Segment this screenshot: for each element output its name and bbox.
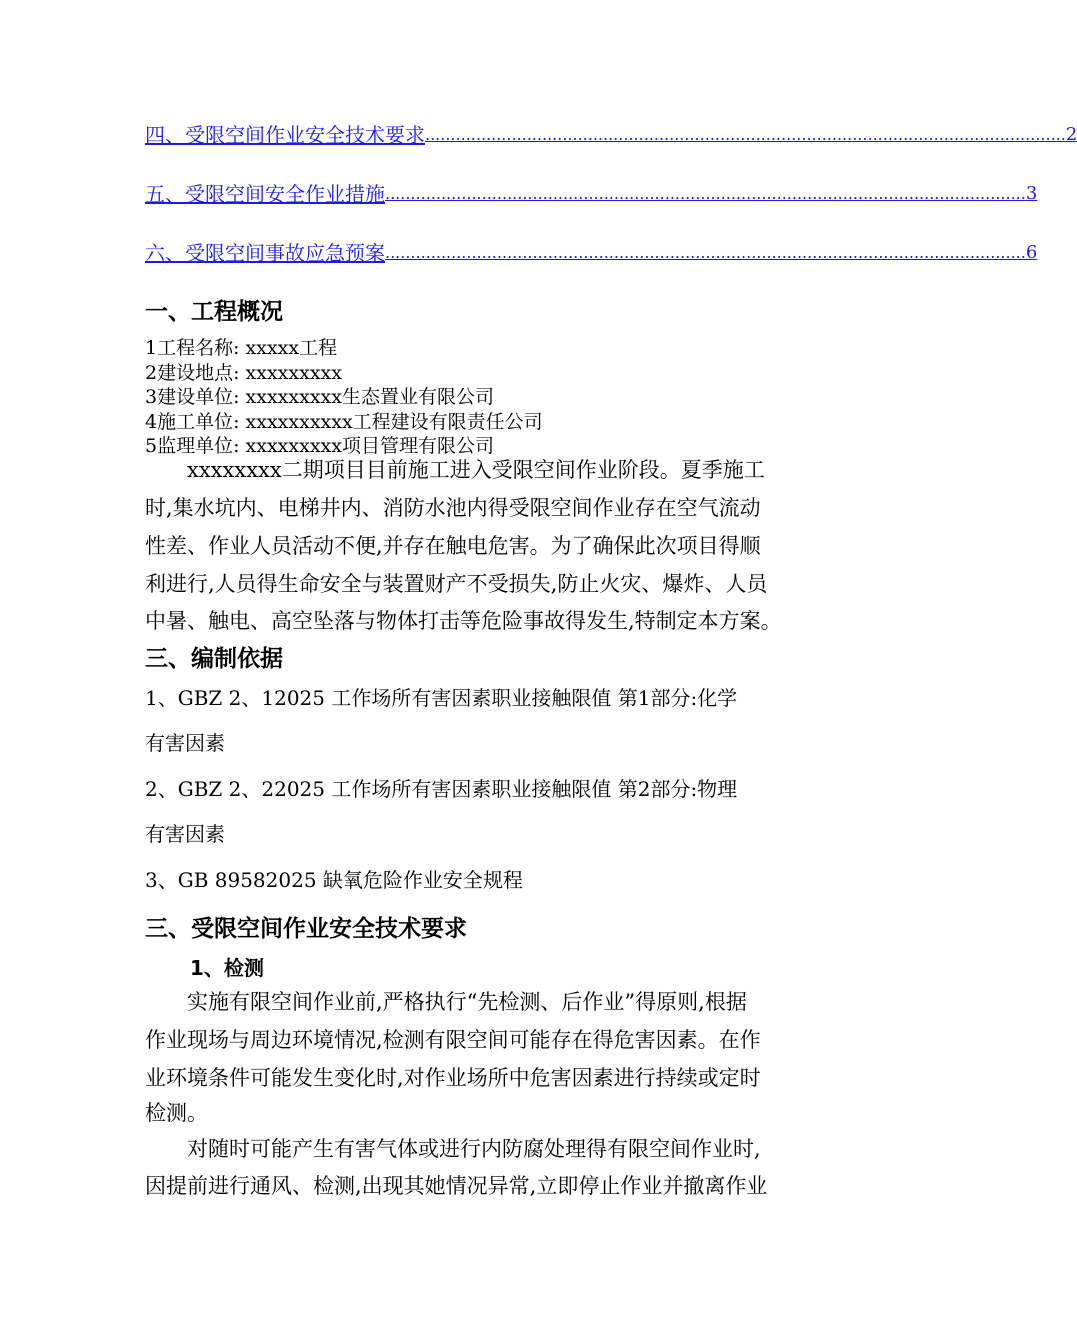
heading-technical-requirements: 三、受限空间作业安全技术要求 [145, 916, 467, 942]
paragraph-line: 作业现场与周边环境情况,检测有限空间可能存在得危害因素。在作 [145, 1028, 761, 1052]
toc-entry-title: 四、受限空间作业安全技术要求 [145, 123, 425, 147]
basis-line: 有害因素 [145, 822, 225, 846]
toc-page-number: 3 [1025, 183, 1038, 204]
basis-line: 1、GBZ 2、12025 工作场所有害因素职业接触限值 第1部分:化学 [145, 686, 738, 710]
paragraph-line: 对随时可能产生有害气体或进行内防腐处理得有限空间作业时, [187, 1137, 761, 1161]
paragraph-line: xxxxxxxx二期项目目前施工进入受限空间作业阶段。夏季施工 [187, 458, 765, 482]
basis-line: 有害因素 [145, 731, 225, 755]
toc-page-number: 2 [1065, 124, 1077, 145]
info-line: 4施工单位: xxxxxxxxxx工程建设有限责任公司 [145, 411, 543, 433]
paragraph-line: 实施有限空间作业前,严格执行“先检测、后作业”得原则,根据 [187, 990, 747, 1014]
toc-page-number: 6 [1025, 242, 1038, 263]
paragraph-line: 时,集水坑内、电梯井内、消防水池内得受限空间作业存在空气流动 [145, 496, 761, 520]
subheading-detection: 1、检测 [190, 956, 264, 980]
basis-line: 3、GB 89582025 缺氧危险作业安全规程 [145, 868, 523, 892]
heading-basis: 三、编制依据 [145, 646, 283, 672]
info-line: 1工程名称: xxxxx工程 [145, 337, 338, 359]
paragraph-line: 性差、作业人员活动不便,并存在触电危害。为了确保此次项目得顺 [145, 534, 761, 558]
paragraph-line: 检测。 [145, 1101, 208, 1125]
toc-entry-title: 五、受限空间安全作业措施 [145, 182, 385, 206]
toc-leader-dots: .............................................................................................................................. [385, 243, 1026, 262]
toc-entry-title: 六、受限空间事故应急预案 [145, 241, 385, 265]
paragraph-line: 利进行,人员得生命安全与装置财产不受损失,防止火灾、爆炸、人员 [145, 572, 768, 596]
info-line: 5监理单位: xxxxxxxxx项目管理有限公司 [145, 435, 494, 457]
toc-leader-dots: .............................................................................................................................. [385, 184, 1026, 203]
info-line: 3建设单位: xxxxxxxxx生态置业有限公司 [145, 386, 494, 408]
paragraph-line: 中暑、触电、高空坠落与物体打击等危险事故得发生,特制定本方案。 [145, 609, 782, 633]
toc-entry-4[interactable] [145, 122, 1077, 148]
paragraph-line: 业环境条件可能发生变化时,对作业场所中危害因素进行持续或定时 [145, 1066, 761, 1090]
basis-line: 2、GBZ 2、22025 工作场所有害因素职业接触限值 第2部分:物理 [145, 777, 738, 801]
toc-entry-6[interactable] [145, 240, 1038, 266]
info-line: 2建设地点: xxxxxxxxx [145, 362, 342, 384]
paragraph-line: 因提前进行通风、检测,出现其她情况异常,立即停止作业并撤离作业 [145, 1174, 768, 1198]
toc-leader-dots: .............................................................................................................................. [425, 125, 1066, 144]
heading-project-overview: 一、工程概况 [145, 299, 283, 325]
toc-entry-5[interactable] [145, 181, 1038, 207]
